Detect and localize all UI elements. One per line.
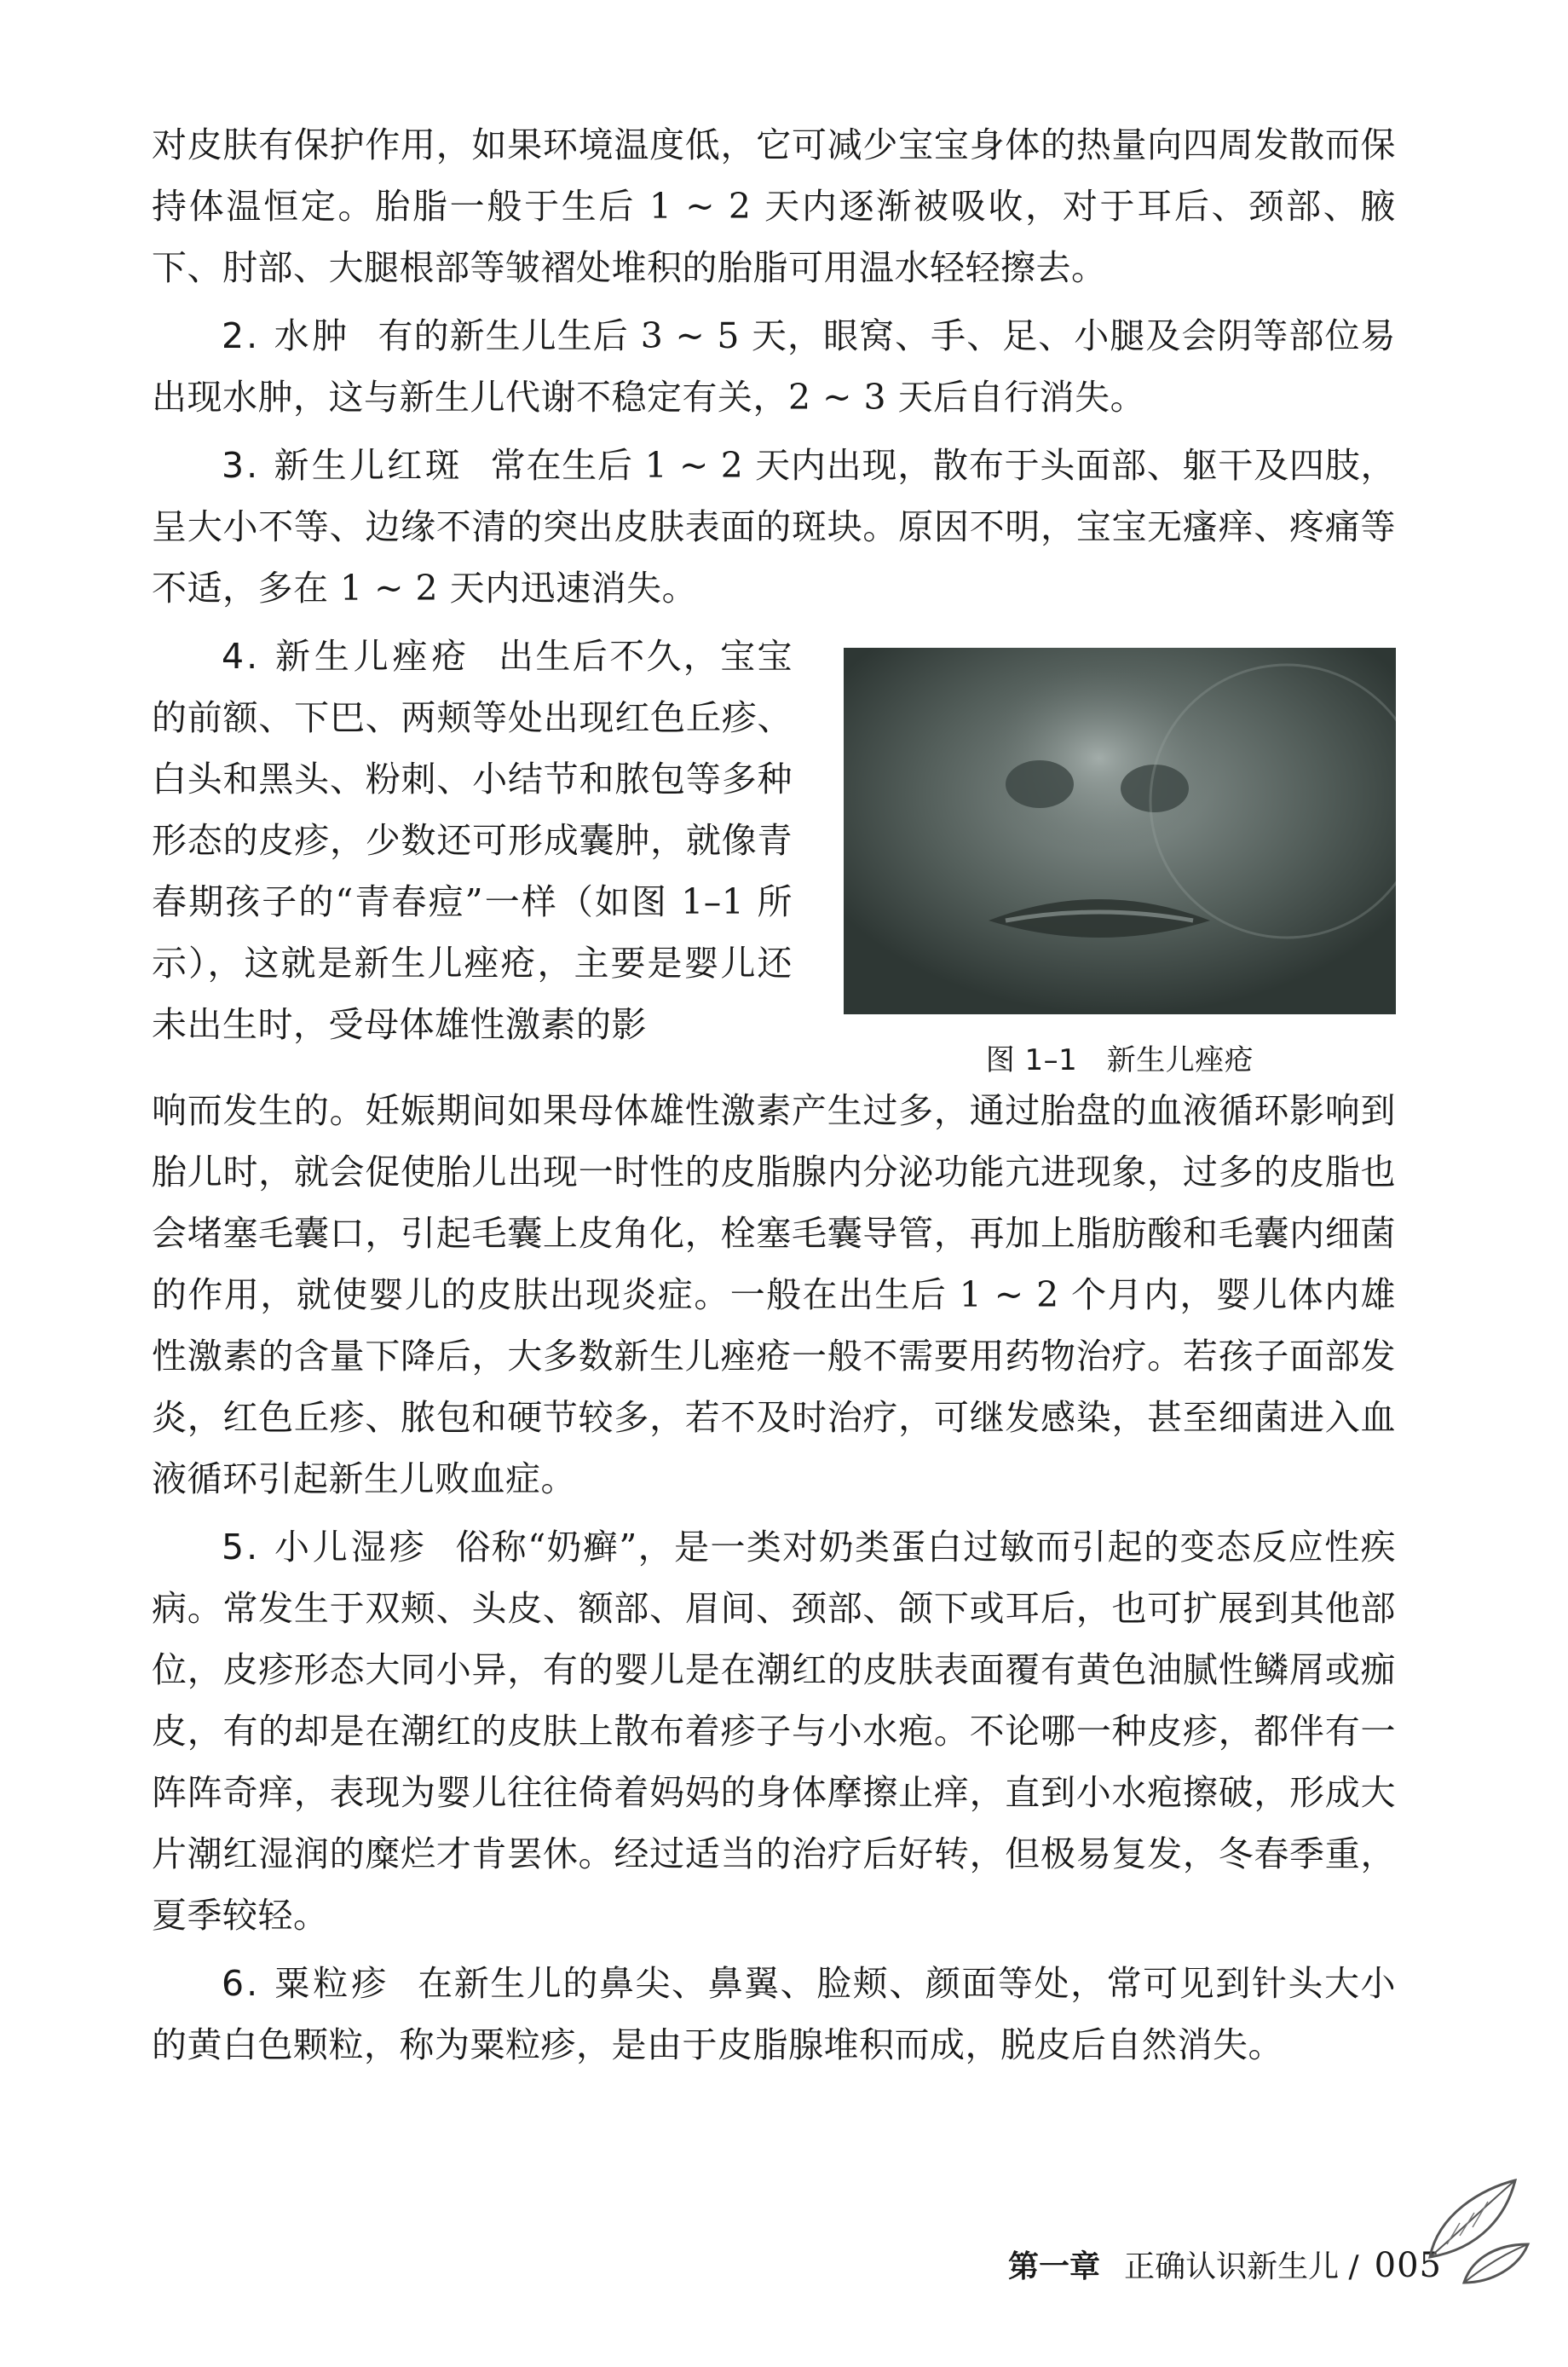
figure-1-1 xyxy=(844,648,1396,1077)
paragraph-text: 响而发生的。妊娠期间如果母体雄性激素产生过多，通过胎盘的血液循环影响到胎儿时，就会促使胎儿出现一时性的皮脂腺内分泌功能亢进现象，过多的皮脂也会堵塞毛囊口，引起毛囊上皮角化，栓塞毛囊导管，再加上脂肪酸和毛囊内细菌的作用，就使婴儿的皮肤出现炎症。一般在出生后 1 ~ 2 个月内，婴儿体内雄性激素的含量下降后，大多数新生儿痤疮一般不需要用药物治疗。若孩子面部发炎，红色丘疹、脓包和硬节较多，若不及时治疗，可继发感染，甚至细菌进入血液循环引起新生儿败血症。 xyxy=(152,1090,1396,1499)
section-term: 3. 新生儿红斑 xyxy=(222,445,463,486)
neonatal-acne-photo xyxy=(844,648,1396,1014)
paragraph-edema xyxy=(152,305,1396,428)
chapter-label: 第一章 xyxy=(1008,2249,1101,2284)
paragraph-milia xyxy=(152,1953,1396,2075)
chapter-title: 正确认识新生儿 / xyxy=(1124,2249,1359,2284)
leaf-decoration-icon xyxy=(1413,2163,1541,2291)
page-number: 005 xyxy=(1374,2246,1442,2285)
section-term: 5. 小儿湿疹 xyxy=(222,1527,428,1567)
body-text xyxy=(152,114,1396,2075)
page-footer xyxy=(1008,2246,1442,2285)
paragraph-text: 俗称“奶癣”，是一类对奶类蛋白过敏而引起的变态反应性疾病。常发生于双颊、头皮、额部、眉间、颈部、颌下或耳后，也可扩展到其他部位，皮疹形态大同小异，有的婴儿是在潮红的皮肤表面覆有黄色油腻性鳞屑或痂皮，有的却是在潮红的皮肤上散布着疹子与小水疱。不论哪一种皮疹，都伴有一阵阵奇痒，表现为婴儿往往倚着妈妈的身体摩擦止痒，直到小水疱擦破，形成大片潮红湿润的糜烂才肯罢休。经过适当的治疗后好转，但极易复发，冬春季重，夏季较轻。 xyxy=(152,1527,1396,1936)
section-term: 6. 粟粒疹 xyxy=(222,1963,390,2004)
paragraph-acne-wrapped xyxy=(152,626,793,1055)
paragraph-acne-continued xyxy=(152,1080,1396,1510)
section-term: 4. 新生儿痤疮 xyxy=(222,636,471,677)
paragraph-eczema xyxy=(152,1516,1396,1946)
paragraph-text: 常在生后 1 ~ 2 天内出现，散布于头面部、躯干及四肢，呈大小不等、边缘不清的突出皮肤表面的斑块。原因不明，宝宝无瘙痒、疼痛等不适，多在 1 ~ 2 天内迅速消失。 xyxy=(152,445,1396,609)
acne-section-with-figure xyxy=(152,626,1396,1080)
paragraph-continued xyxy=(152,114,1396,298)
section-term: 2. 水肿 xyxy=(222,315,350,356)
face-closeup-image xyxy=(844,648,1396,1014)
paragraph-text: 在新生儿的鼻尖、鼻翼、脸颊、颜面等处，常可见到针头大小的黄白色颗粒，称为粟粒疹，是由于皮脂腺堆积而成，脱皮后自然消失。 xyxy=(152,1963,1396,2065)
paragraph-erythema xyxy=(152,435,1396,619)
paragraph-text: 有的新生儿生后 3 ~ 5 天，眼窝、手、足、小腿及会阴等部位易出现水肿，这与新生儿代谢不稳定有关，2 ~ 3 天后自行消失。 xyxy=(152,315,1397,418)
figure-caption: 图 1–1 新生儿痤疮 xyxy=(985,1043,1254,1077)
paragraph-text: 对皮肤有保护作用，如果环境温度低，它可减少宝宝身体的热量向四周发散而保持体温恒定。胎脂一般于生后 1 ~ 2 天内逐渐被吸收，对于耳后、颈部、腋下、肘部、大腿根部等皱褶处堆积的胎脂可用温水轻轻擦去。 xyxy=(152,124,1396,288)
paragraph-text: 出生后不久，宝宝的前额、下巴、两颊等处出现红色丘疹、白头和黑头、粉刺、小结节和脓包等多种形态的皮疹，少数还可形成囊肿，就像青春期孩子的“青春痘”一样（如图 1–1 所示），这就是新生儿痤疮，主要是婴儿还未出生时，受母体雄性激素的影 xyxy=(152,636,793,1045)
